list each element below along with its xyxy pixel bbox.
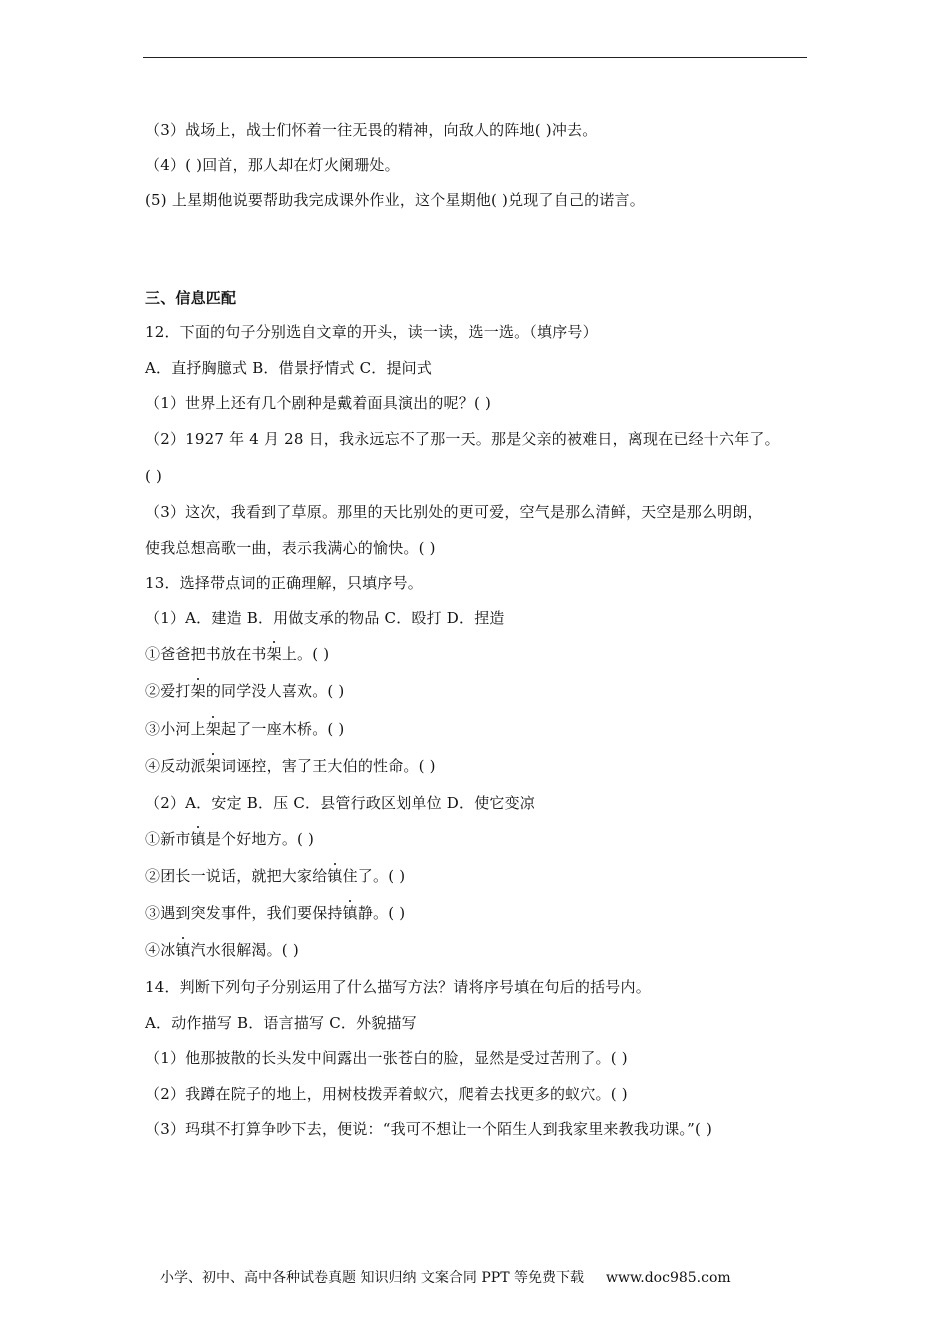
item-5: (5) 上星期他说要帮助我完成课外作业，这个星期他( )兑现了自己的诺言。 [145, 191, 645, 209]
item-text-pre: ①新市 [145, 830, 191, 848]
item-text-post: 汽水很解渴。( ) [190, 941, 299, 959]
dotted-char: 镇 [175, 941, 191, 959]
item-3: （3）战场上，战士们怀着一往无畏的精神，向敌人的阵地( )冲去。 [145, 121, 598, 139]
section-title: 三、信息匹配 [145, 289, 237, 307]
item-text-pre: ②团长一说话，就把大家给 [145, 867, 328, 885]
dotted-char: 架 [190, 682, 206, 700]
footer-url[interactable]: www.doc985.com [605, 1270, 731, 1286]
item-text-pre: ③小河上 [145, 720, 206, 738]
item-text-post: 词诬控，害了王大伯的性命。( ) [221, 757, 436, 775]
item-text-pre: ④反动派 [145, 757, 206, 775]
item-text-pre: ①爸爸把书放在书 [145, 645, 267, 663]
item-text-post: 是个好地方。( ) [205, 830, 315, 848]
q13-g2-item-3 [145, 903, 405, 923]
item-text-pre: ②爱打 [145, 682, 191, 700]
item-text-post: 起了一座木桥。( ) [221, 720, 345, 738]
dotted-char: 镇 [190, 830, 206, 848]
q14-options: A．动作描写 B．语言描写 C．外貌描写 [145, 1014, 417, 1032]
item-text-post: 住了。( ) [342, 867, 406, 885]
item-text-post: 静。( ) [357, 904, 406, 922]
header-rule [143, 57, 807, 58]
q13-g1-item-4 [145, 756, 436, 776]
dotted-char: 镇 [327, 867, 343, 885]
q12-sentence-3a: （3）这次，我看到了草原。那里的天比别处的更可爱，空气是那么清鲜，天空是那么明朗， [145, 503, 763, 521]
q13-group1-options: （1）A．建造 B．用做支承的物品 C．殴打 D．捏造 [145, 609, 505, 627]
q14-sentence-1: （1）他那披散的长头发中间露出一张苍白的脸，显然是受过苦刑了。( ) [145, 1049, 628, 1067]
q13-g2-item-1 [145, 829, 314, 849]
item-text-pre: ④冰 [145, 941, 176, 959]
q13-stem: 13．选择带点词的正确理解，只填序号。 [145, 574, 423, 592]
q12-sentence-1: （1）世界上还有几个剧种是戴着面具演出的呢？( ) [145, 394, 492, 412]
q13-g1-item-2 [145, 681, 345, 701]
footer-text: 小学、初中、高中各种试卷真题 知识归纳 文案合同 PPT 等免费下载 [160, 1270, 584, 1286]
q14-stem: 14．判断下列句子分别运用了什么描写方法？请将序号填在句后的括号内。 [145, 978, 651, 996]
item-text-post: 上。( ) [281, 645, 330, 663]
q12-sentence-3b: 使我总想高歌一曲，表示我满心的愉快。( ) [145, 539, 436, 557]
q13-group2-options: （2）A．安定 B．压 C．县管行政区划单位 D．使它变凉 [145, 794, 536, 812]
dotted-char: 架 [205, 720, 222, 738]
q13-g2-item-4 [145, 940, 299, 960]
footer [160, 1267, 731, 1287]
q13-g2-item-2 [145, 866, 405, 886]
item-text-post: 的同学没人喜欢。( ) [205, 682, 345, 700]
q13-g1-item-1 [145, 644, 329, 664]
dotted-char: 架 [205, 757, 222, 775]
dotted-char: 镇 [342, 904, 358, 922]
item-4: （4）( )回首，那人却在灯火阑珊处。 [145, 156, 400, 174]
q12-options: A．直抒胸臆式 B．借景抒情式 C．提问式 [145, 359, 433, 377]
q14-sentence-2: （2）我蹲在院子的地上，用树枝拨弄着蚁穴，爬着去找更多的蚁穴。( ) [145, 1085, 628, 1103]
q12-sentence-2-blank: ( ) [145, 467, 163, 485]
q12-stem: 12．下面的句子分别选自文章的开头，读一读，选一选。（填序号） [145, 323, 598, 341]
q14-sentence-3: （3）玛琪不打算争吵下去，便说：“我可不想让一个陌生人到我家里来教我功课。”( ) [145, 1120, 713, 1138]
dotted-char: 架 [266, 645, 282, 663]
item-text-pre: ③遇到突发事件，我们要保持 [145, 904, 343, 922]
q13-g1-item-3 [145, 719, 345, 739]
q12-sentence-2: （2）1927 年 4 月 28 日，我永远忘不了那一天。那是父亲的被难日，离现在已经十六年了。 [145, 430, 780, 448]
